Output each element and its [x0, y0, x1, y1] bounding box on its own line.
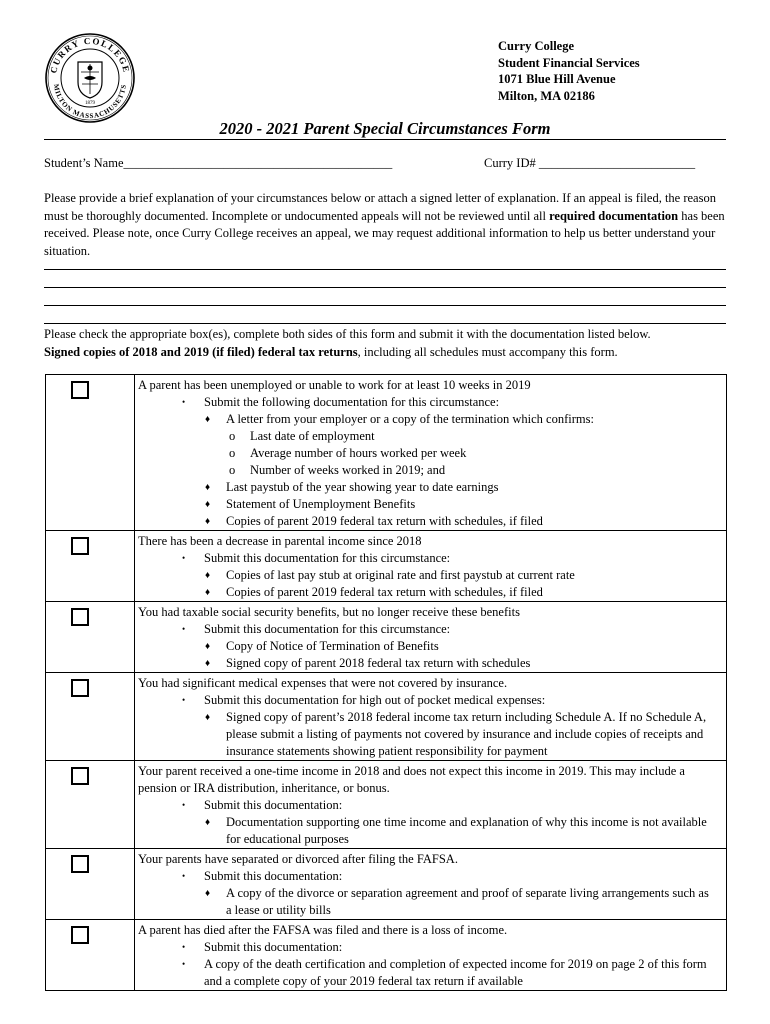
- diamond-bullet-icon: ♦: [205, 817, 211, 828]
- item-text: Submit this documentation:: [204, 869, 343, 883]
- diamond-bullet-icon: ♦: [205, 570, 211, 581]
- item-text: A copy of the death certification and completion of expected income for 2019 on page 2 of this form and a complete copy of your 2019 federal tax return if available: [204, 957, 707, 988]
- item-text: Statement of Unemployment Benefits: [226, 497, 416, 511]
- circumstance-heading: Your parent received a one-time income in 2018 and does not expect this income in 2019. This may include a pension or IRA distribution, inheritance, or bonus.: [138, 764, 685, 795]
- item-text: Submit this documentation for high out of pocket medical expenses:: [204, 693, 546, 707]
- diamond-sub-item: [138, 709, 716, 760]
- diamond-sub-item: [138, 567, 716, 584]
- circumstance-checkbox[interactable]: [71, 767, 89, 785]
- diamond-sub-item: [138, 655, 716, 672]
- bullet-item: [138, 394, 716, 411]
- seal-ring-text-bottom: MILTON MASSACHUSETTS: [51, 83, 128, 121]
- sub-sub-item: [138, 462, 716, 479]
- checkbox-cell: [46, 920, 135, 991]
- diamond-bullet-icon: ♦: [205, 587, 211, 598]
- diamond-bullet-icon: ♦: [205, 888, 211, 899]
- item-text: Submit this documentation for this circumstance:: [204, 551, 451, 565]
- bullet-item: [138, 621, 716, 638]
- diamond-sub-item: [138, 814, 716, 848]
- diamond-bullet-icon: ♦: [205, 516, 211, 527]
- instructions-rest-text: , including all schedules must accompany this form.: [357, 344, 618, 359]
- address-line-2: Student Financial Services: [498, 55, 640, 70]
- circumstance-row: [46, 375, 727, 531]
- diamond-sub-item: [138, 584, 716, 601]
- circumstance-checkbox[interactable]: [71, 926, 89, 944]
- item-text: Average number of hours worked per week: [250, 446, 467, 460]
- circumstance-row: [46, 602, 727, 673]
- item-text: Number of weeks worked in 2019; and: [250, 463, 446, 477]
- diamond-sub-item: [138, 479, 716, 496]
- circle-bullet-icon: o: [229, 429, 236, 443]
- checkbox-cell: [46, 849, 135, 920]
- item-text: Signed copy of parent’s 2018 federal income tax return including Schedule A. If no Schedule A, please submit a listing of payments not covered by insurance and include copies of receipts and insurance statements showing patient responsibility for payment: [226, 710, 707, 758]
- item-text: Submit this documentation for this circumstance:: [204, 622, 451, 636]
- explanation-line-1[interactable]: [44, 269, 726, 270]
- item-text: A copy of the divorce or separation agreement and proof of separate living arrangements such as a lease or utility bills: [226, 886, 709, 917]
- circumstance-row: [46, 920, 727, 991]
- student-info-row: [44, 156, 726, 171]
- diamond-bullet-icon: ♦: [205, 641, 211, 652]
- explanation-line-3[interactable]: [44, 305, 726, 306]
- circumstance-description-cell: [135, 602, 727, 673]
- circumstance-checkbox[interactable]: [71, 855, 89, 873]
- item-text: Submit this documentation:: [204, 940, 343, 954]
- address-line-1: Curry College: [498, 39, 575, 53]
- seal-year: 1879: [85, 101, 95, 106]
- circumstance-heading: Your parents have separated or divorced after filing the FAFSA.: [138, 852, 458, 866]
- circumstance-heading: You had taxable social security benefits, but no longer receive these benefits: [138, 605, 520, 619]
- item-text: Submit this documentation:: [204, 798, 343, 812]
- explanation-line-2[interactable]: [44, 287, 726, 288]
- instructions-paragraph: [44, 326, 734, 361]
- diamond-bullet-icon: ♦: [205, 499, 211, 510]
- intro-paragraph: [44, 190, 728, 260]
- item-text: A letter from your employer or a copy of the termination which confirms:: [226, 412, 594, 426]
- intro-text-2: has been received. Please note, once Curry College receives an appeal, we may request additional information to help us better understand your situation.: [44, 208, 725, 258]
- sub-sub-item: [138, 445, 716, 462]
- instructions-bold-text: Signed copies of 2018 and 2019 (if filed) federal tax returns: [44, 344, 358, 359]
- circumstance-heading: There has been a decrease in parental income since 2018: [138, 534, 422, 548]
- title-divider: [44, 139, 726, 140]
- circumstance-checkbox[interactable]: [71, 679, 89, 697]
- circumstance-description-cell: [135, 761, 727, 849]
- curry-id-field[interactable]: Curry ID# _________________________: [484, 156, 696, 170]
- diamond-bullet-icon: ♦: [205, 658, 211, 669]
- diamond-sub-item: [138, 513, 716, 530]
- student-name-field[interactable]: Student’s Name___________________________________________: [44, 156, 393, 170]
- item-text: Last paystub of the year showing year to date earnings: [226, 480, 499, 494]
- circumstance-row: [46, 761, 727, 849]
- bullet-icon: •: [182, 397, 186, 407]
- circumstance-heading: You had significant medical expenses that were not covered by insurance.: [138, 676, 508, 690]
- circumstance-row: [46, 531, 727, 602]
- checkbox-cell: [46, 673, 135, 761]
- item-text: Signed copy of parent 2018 federal tax return with schedules: [226, 656, 531, 670]
- bullet-item: [138, 939, 716, 956]
- circumstance-checkbox[interactable]: [71, 608, 89, 626]
- bullet-item: [138, 868, 716, 885]
- diamond-sub-item: [138, 411, 716, 428]
- form-title: 2020 - 2021 Parent Special Circumstances Form: [219, 119, 551, 138]
- circumstance-heading: A parent has died after the FAFSA was filed and there is a loss of income.: [138, 923, 508, 937]
- circumstance-description-cell: [135, 920, 727, 991]
- intro-bold-text: required documentation: [549, 208, 679, 223]
- item-text: Copy of Notice of Termination of Benefits: [226, 639, 439, 653]
- bullet-item: [138, 550, 716, 567]
- address-line-4: Milton, MA 02186: [498, 88, 595, 103]
- bullet-icon: •: [182, 959, 186, 969]
- diamond-sub-item: [138, 496, 716, 513]
- bullet-icon: •: [182, 695, 186, 705]
- circumstance-description-cell: [135, 531, 727, 602]
- diamond-sub-item: [138, 885, 716, 919]
- item-text: Copies of parent 2019 federal tax return with schedules, if filed: [226, 585, 543, 599]
- circumstance-description-cell: [135, 375, 727, 531]
- circumstance-heading: A parent has been unemployed or unable to work for at least 10 weeks in 2019: [138, 378, 531, 392]
- college-seal-logo: [44, 32, 136, 124]
- address-line-3: 1071 Blue Hill Avenue: [498, 72, 616, 86]
- diamond-bullet-icon: ♦: [205, 712, 211, 723]
- diamond-sub-item: [138, 638, 716, 655]
- bullet-icon: •: [182, 800, 186, 810]
- circumstance-checkbox[interactable]: [71, 537, 89, 555]
- item-text: Copies of parent 2019 federal tax return with schedules, if filed: [226, 514, 543, 528]
- checkbox-cell: [46, 531, 135, 602]
- checkbox-cell: [46, 602, 135, 673]
- bullet-icon: •: [182, 553, 186, 563]
- item-text: Copies of last pay stub at original rate and first paystub at current rate: [226, 568, 575, 582]
- circumstance-row: [46, 849, 727, 920]
- bullet-icon: •: [182, 624, 186, 634]
- circle-bullet-icon: o: [229, 463, 236, 477]
- sub-sub-item: [138, 428, 716, 445]
- item-text: Last date of employment: [250, 429, 375, 443]
- diamond-bullet-icon: ♦: [205, 414, 211, 425]
- bullet-item: [138, 692, 716, 709]
- bullet-item: [138, 956, 716, 990]
- circumstance-description-cell: [135, 849, 727, 920]
- instructions-line-1: Please check the appropriate box(es), complete both sides of this form and submit it with the documentation listed below.: [44, 327, 651, 341]
- circle-bullet-icon: o: [229, 446, 236, 460]
- seal-ring-text-top: CURRY COLLEGE: [48, 35, 132, 75]
- instructions-line-2: [44, 344, 734, 362]
- circumstance-checkbox[interactable]: [71, 381, 89, 399]
- circumstance-row: [46, 673, 727, 761]
- explanation-line-4[interactable]: [44, 323, 726, 324]
- checkbox-cell: [46, 375, 135, 531]
- bullet-icon: •: [182, 942, 186, 952]
- item-text: Documentation supporting one time income and explanation of why this income is not available for educational purposes: [226, 815, 707, 846]
- circumstance-description-cell: [135, 673, 727, 761]
- checkbox-cell: [46, 761, 135, 849]
- college-address: [498, 38, 640, 104]
- diamond-bullet-icon: ♦: [205, 482, 211, 493]
- bullet-icon: •: [182, 871, 186, 881]
- circumstances-table: [45, 374, 727, 991]
- bullet-item: [138, 797, 716, 814]
- item-text: Submit the following documentation for this circumstance:: [204, 395, 500, 409]
- intro-text-1: Please provide a brief explanation of your circumstances below or attach a signed letter of explanation. If an appeal is filed, the reason must be thoroughly documented. Incomplete or undocumented appeals will not be reviewed until all: [44, 191, 716, 223]
